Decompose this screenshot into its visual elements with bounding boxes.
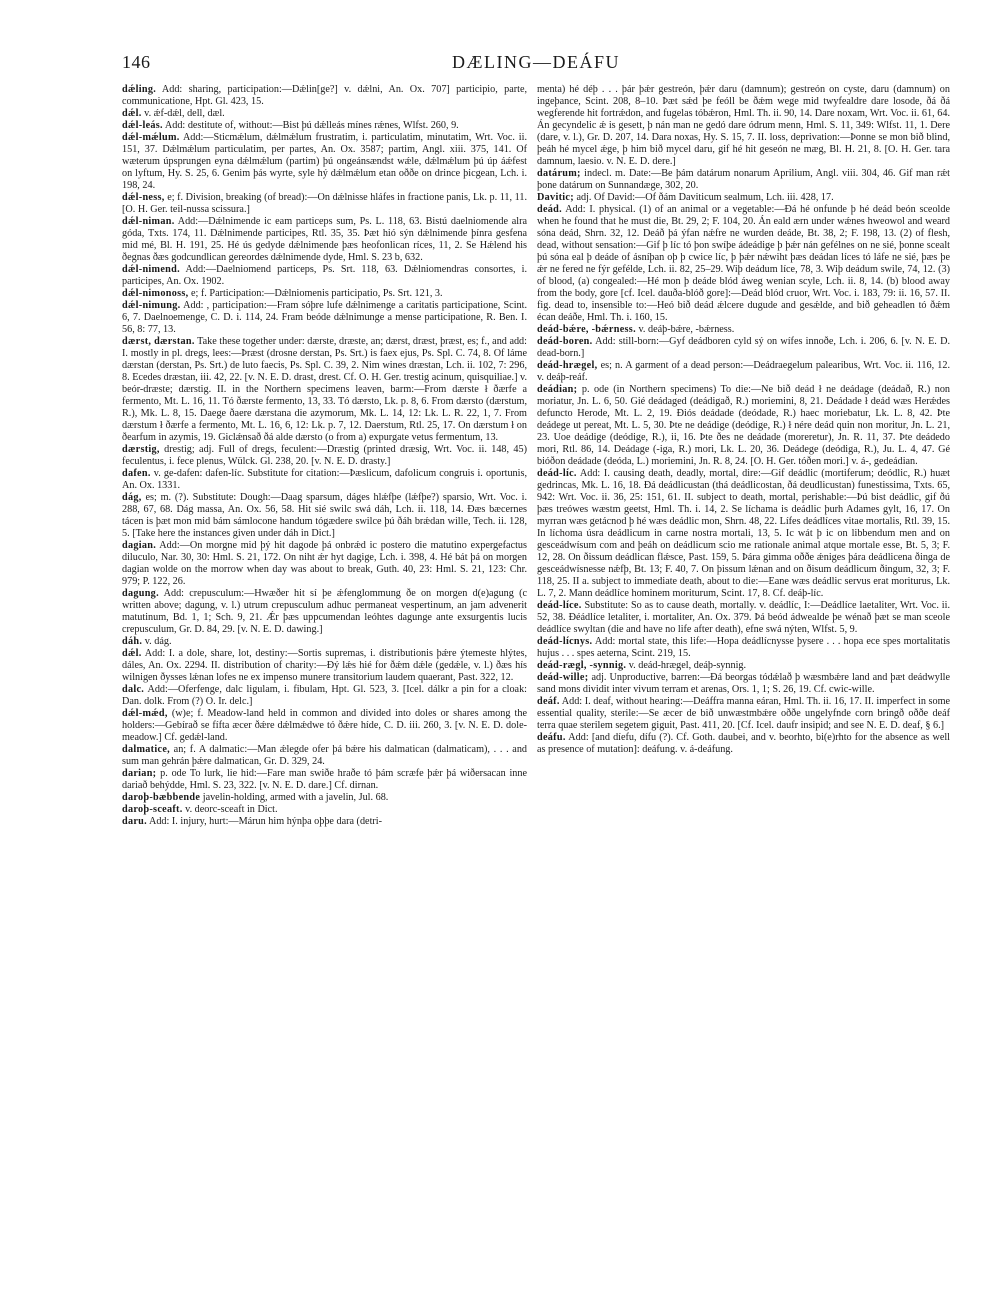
dictionary-entry	[122, 444, 527, 468]
entry-headword: deád-lícnys.	[537, 636, 593, 647]
entry-headword: deád-hrægel,	[537, 360, 598, 371]
dictionary-entry	[537, 384, 950, 468]
entry-text: menta) hé déþ . . . þár þǽr gestreón, þǽr daru (damnum); gestreón on cyste, daru (damnum) on ingeþance, Scint. 208, 8–10. Þæt sǽd þe feóll be ðǽm wege mid twyfealdre dare losode, ðá ðá wegferende hit fortrǽdon, and fugelas tóbǽron, Hml. Th. ii. 90, 14. Dare noxam, Wrt. Voc. ii. 61, 64. Án gecyndelic ǽ is gesett, þ nán man ne gedó dare ódrum menn, Hml. S. 11, 349: Wlfst. 11, 1. Dere (dare, v. l.), Gr. D. 207, 14. Dara noxas, Hy. S. 15, 7. II. loss, deprivation:—Þonne se mon bið blind, þeáh hé mycel ǽge, þ him bið mycel daru, gif hé hit geseón ne mæg, Bl. H. 21, 8. [O. H. Ger. tara damnum, laesio. v. N. E. D. dere.]	[537, 84, 950, 167]
entry-headword: dærst, dærstan.	[122, 336, 195, 347]
entry-text: v. deád-hrægel, deáþ-synnig.	[628, 660, 747, 671]
dictionary-entry	[122, 264, 527, 288]
entry-text: Add: I. deaf, without hearing:—Deáffra manna eáran, Hml. Th. ii. 16, 17. II. imperfect in some essential quality, sterile:—Se æcer de bið unwæstmbǽre oððe ungelyfnde corn bringð oððe deáf terra quae sterilem segetem giguit, Past. 411, 20. [Cf. Icel. daufr insipid; and see N. E. D. deaf, § 6.]	[537, 696, 951, 731]
entry-text: v. dág.	[144, 636, 172, 647]
entry-text: adj. Of David:—Of ðám Daviticum sealmum, Lch. iii. 428, 17.	[576, 192, 834, 203]
dictionary-entry	[122, 492, 527, 540]
entry-headword: Davitic;	[537, 192, 574, 203]
entry-headword: dǽl-nimung.	[122, 300, 181, 311]
dictionary-entry	[122, 468, 527, 492]
entry-headword: daru.	[122, 816, 147, 827]
entry-headword: deád-wille;	[537, 672, 589, 683]
dictionary-entry	[122, 216, 527, 264]
dictionary-entry	[537, 204, 950, 324]
entry-headword: dǽl-leás.	[122, 120, 163, 131]
entry-text: v. ge-dafen: dafen-líc. Substitute for citation:—Þæslicum, dafolicum congruis i. oportunis, An. Ox. 1331.	[122, 468, 527, 491]
entry-headword: deád-bǽre, -bǽrness.	[537, 324, 636, 335]
entry-text: javelin-holding, armed with a javelin, Jul. 68.	[202, 792, 389, 803]
dictionary-entry	[122, 792, 527, 804]
entry-text: Add: sharing, participation:—Dǽlin[ge?] v. dǽlni, An. Ox. 707] participio, parte, communicatione, Hpt. Gl. 423, 15.	[122, 84, 528, 107]
entry-headword: dǽl-nimend.	[122, 264, 180, 275]
entry-text: indecl. m. Date:—Be þám datárum nonarum Aprilium, Angl. viii. 304, 46. Gif man rǽt þone datárum on Sunnandæge, 302, 20.	[537, 168, 951, 191]
columns	[122, 84, 950, 828]
entry-headword: deád-rægl, -synnig.	[537, 660, 627, 671]
entry-text: v. deorc-sceaft in Dict.	[185, 804, 278, 815]
entry-text: an; f. A dalmatic:—Man ǽlegde ofer þá bǽre his dalmatican (dalmaticam), . . . and sum man gehrán þǽre dalmatican, Gr. D. 329, 24.	[122, 744, 528, 767]
entry-text: v. deáþ-bǽre, -bǽrness.	[638, 324, 735, 335]
left-column	[122, 84, 527, 828]
entry-text: Add: crepusculum:—Hwæðer hit sí þe ǽfenglommung ðe on morgen d(e)agung (c written above; dagung, v. l.) utrum crepusculum adhuc permaneat vespertinum, an jam advenerit matutinum, Bd. 1, 1; Sch. 9, 21. Ǽr þæs uppcumendan leóhtes dagunge ante exsurgentis lucis crepusculum, Gr. D. 84, 29. [v. N. E. D. dawing.]	[122, 588, 528, 635]
entry-headword: dǽl-ness,	[122, 192, 165, 203]
dictionary-entry	[537, 168, 950, 192]
dictionary-entry	[122, 588, 527, 636]
entry-headword: deáfu.	[537, 732, 566, 743]
entry-text: Add: , participation:—Fram sóþre lufe dǽlnimenge a caritatis participatione, Scint. 6, 7. Daelnoemenge, C. D. i. 114, 24. Fram beóde dǽlnimunge a mense participatione, R. Ben. I. 56, 8: 77, 13.	[122, 300, 527, 335]
dictionary-entry	[122, 300, 527, 336]
dictionary-entry	[122, 84, 527, 108]
entry-text: Add: I. causing death, deadly, mortal, dire:—Gif deádlic (mortiferum; deódlic, R.) huæt gedrincas, Mk. L. 16, 18. Ðá deádlicustan (thá deádlicostan, ðá deudlicustan) funestissima, Txts. 65, 942: Wrt. Voc. ii. 36, 25: 151, 61. II. subject to death, mortal, perishable:—Þú bist deádlic, gif ðú þæs treówes wæstm geetst, Hml. Th. i. 14, 2. Se líchama is deádlic þurh Adames gylt, 16, 17. On myrran wæs getácnod þ hé wæs deádlic mon, Shrn. 48, 22. Lífes deádlíces vitae mortalis, Rtl. 39, 15. In líchoma úsra deádlicum in carne nostra mortali, 13, 5. Ic wát þ ic on libbendum men and on gesceádwísum com and þeáh on deádlicum scio me rationale animal atque mortale esse, Bt. 5, 3; F. 12, 28. On ðissum deádlican flǽsce, Past. 159, 5. Þára gimma oððe ǽniges þára deádlicena ðinga de gesceádwísnesse nǽfþ, Bt. 13; F. 40, 7. On þissum lǽnan and on ðisum deádlicum ðingum, 32, 3; F. 118, 25. II a. subject to immediate death, about to die:—Eane wæs deádlic servus erat moriturus, Lk. L. 7, 2. Mann deádlíce hominem moriturum, Scint. 17, 8. Cf. deáþ-líc.	[537, 468, 950, 599]
dictionary-entry	[537, 660, 950, 672]
entry-headword: dafen.	[122, 468, 151, 479]
entry-headword: dǽling.	[122, 84, 157, 95]
entry-headword: dáh.	[122, 636, 143, 647]
entry-text: adj. Unproductive, barren:—Ðá beorgas tódǽlað þ wæsmbǽre land and þæt deádwylle sand mons dividit inter vivum terram et arenas, Ors. 1, 1; S. 26, 19. Cf. cwic-wille.	[537, 672, 951, 695]
entry-headword: deádian;	[537, 384, 578, 395]
entry-text: es; n. A garment of a dead person:—Deádraegelum palearibus, Wrt. Voc. ii. 116, 12. v. deáþ-reáf.	[537, 360, 950, 383]
dictionary-entry	[537, 84, 950, 168]
entry-text: drestig; adj. Full of dregs, feculent:—Dræstig (printed dræsig, Wrt. Voc. ii. 148, 45) feculentus, i. fece plenus, Wülck. Gl. 238, 20. [v. N. E. D. drasty.]	[122, 444, 527, 467]
dictionary-entry	[122, 648, 527, 684]
dictionary-entry	[537, 732, 950, 756]
entry-text: Add: I. a dole, share, lot, destiny:—Sortis supremas, i. distributionis þǽre ýtemeste hlýtes, dáles, An. Ox. 2294. II. distribution of charity:—Ðý lǽs hié for ðǽm dǽle (gedǽle, v. l.) ðæs hís wilnigen ðysses lǽnan lofes ne ex impenso munere transitorium laudem quaerant, Past. 322, 12.	[122, 648, 528, 683]
entry-headword: deád-líce.	[537, 600, 582, 611]
entry-text: Add: still-born:—Gyf deádboren cyld sý on wífes innoðe, Lch. i. 206, 6. [v. N. E. D. dead-born.]	[537, 336, 950, 359]
dictionary-entry	[122, 816, 527, 828]
entry-text: e; f. Participation:—Dǽlniomenis participatio, Ps. Srt. 121, 3.	[191, 288, 443, 299]
dictionary-entry	[537, 192, 950, 204]
dictionary-entry	[122, 684, 527, 708]
dictionary-entry	[122, 336, 527, 444]
dictionary-entry	[122, 132, 527, 192]
right-column	[537, 84, 950, 828]
entry-text: Substitute: So as to cause death, mortally. v. deádlíc, I:—Deádlíce laetaliter, Wrt. Voc. ii. 52, 38. Ðéádlíce letaliter, i. mortaliter, An. Ox. 379. Þá beód ádwealde þe wénað þæt se man sceole deádlíce swyltan (die and have no life after death), efne swá nýten, Wlfst. 5, 9.	[537, 600, 950, 635]
entry-headword: dǽl-mǽlum.	[122, 132, 180, 143]
entry-text: (w)e; f. Meadow-land held in common and divided into doles or shares among the holders:—Gebírað se fífta æcer ðǽre dǽlmǽdwe tó ðǽre híde, C. D. iii. 260, 3. [v. N. E. D. dole-meadow.] Cf. gedǽl-land.	[122, 708, 527, 743]
dictionary-entry	[122, 120, 527, 132]
dictionary-entry	[122, 540, 527, 588]
entry-text: Add: [and díefu, dífu (?). Cf. Goth. daubei, and v. beorhto, bi(e)rhto for the absence as well as presence of mutation]: deáfung. v. á-deáfung.	[537, 732, 951, 755]
dictionary-entry	[537, 324, 950, 336]
entry-text: Add:—Sticmǽlum, dǽlmǽlum frustratim, i. particulatim, minutatim, Wrt. Voc. ii. 151, 37. Dǽlmǽlum particulatim, per partes, An. Ox. 3587; partim, Angl. xiii. 375, 141. Of wæterum úpsprungen eyna dǽlmǽlum (partim) þú ongeánsændst wǽle, dǽlmǽlum þú úp áǽfest on lyftum, Hy. S. 25, 6. Genim þás wyrte, syle hý dǽlmǽlum etan oððe on drince þicgean, Lch. i. 198, 24.	[122, 132, 528, 191]
entry-headword: deáf.	[537, 696, 560, 707]
entry-text: Add:—Oferfenge, dalc ligulam, i. fibulam, Hpt. Gl. 523, 3. [Icel. dálkr a pin for a cloak: Dan. dolk. From (?) O. Ir. delc.]	[122, 684, 527, 707]
entry-text: Add: I. physical. (1) of an animal or a vegetable:—Ðá hé onfunde þ hé deád beón sceolde when he found that he must die, Bt. 29, 2; F. 104, 20. Án eald ærn under wǽnes hweowol and weard sóna deád, Shrn. 32, 12. Deáð þá ýfan nǽfre ne wurden deáde, Bt. 38, 2; F. 198, 13. (2) of flesh, dead, without sensation:—Gif þ líc tó þon swíþe ádeádige þ þǽr nán gefélnes on ne sié, þonne scealt þú sóna eal þ deáde of ásníþan oþ þ cwice líc, þ þǽr nǽwiht þæs deádan líces tó láfe ne sié, þæs þe ǽr ne fered ne fýr gefélde, Lch. ii. 82, 25–29. Wiþ deádum líce, 78, 3. Wiþ deádum swile, 74, 12. (3) of blood, (a) congealed:—Hé mon þ deáde blód áweg wenian scyle, Lch. ii. 8, 14. (b) blood away from the body, gore [cf. Icel. dauða-blóð gore]:—Deád blód cruor, Wrt. Voc. i. 183, 79: ii. 16, 57. II. fig. dead to, insensible to:—Heó bið deád ǽlcere dugude and gesǽlde, and bið geheadlen tó ðǽm écan deáðe, Hml. Th. i. 160, 15.	[537, 204, 950, 323]
entry-text: p. ode (in Northern specimens) To die:—Ne bið deád ł ne deádage (deádað, R.) non moriatur, Jn. L. 6, 50. Gié deádaged (deádigað, R.) moriemini, 8, 21. Deádade ł deád wæs Herǽdes defuncto Herode, Mt. L. 2, 19. Ðiós deádade (deódade, R.) haec moriebatur, Lk. L. 8, 42. Þte deádege ut pereat, Mt. L. 5, 30. Þte ne deádige (deódige, R.) ł nére deád quin non moritur, Jn. L. 21, 23. Uoe deádige (deódige, R.), ii, 16. Þte ðes ne deádade (moreretur), Jn. R. 11, 37. Þte deádedo mori, Rtl. 86, 14. Deádage (-iga, R.) mori, Lk. L. 20, 36. Deádege (deódiga, R.), Ju. L. 4, 47. Gé bióðon deádade (deóda, L.) moriemini, Jn. R. 8, 24. [O. H. Ger. tóðen mori.] v. á-, gedeádian.	[537, 384, 951, 467]
dictionary-entry	[537, 468, 950, 600]
dictionary-entry	[537, 600, 950, 636]
entry-headword: dǽl-nimonoss,	[122, 288, 189, 299]
dictionary-entry	[122, 636, 527, 648]
entry-headword: dǽl.	[122, 108, 142, 119]
entry-text: v. ǽf-dǽl, dell, dæl.	[144, 108, 225, 119]
entry-headword: darian;	[122, 768, 157, 779]
entry-headword: deád-boren.	[537, 336, 593, 347]
entry-headword: dág,	[122, 492, 142, 503]
entry-headword: daroþ-bæbbende	[122, 792, 201, 803]
dictionary-entry	[537, 696, 950, 732]
dictionary-entry	[122, 288, 527, 300]
entry-text: Add:—On morgne mid þý hit dagode þá onbrǽd ic postero die matutino expergefactus diluculo, Nar. 30, 30: Hml. S. 21, 172. On niht ǽr hyt dagige, Lch. i. 398, 4. Hé bát þá on morgen dagian wolde on the morrow when day was about to break, Guth. 40, 23: Hml. S. 21, 123: Chr. 979; P. 122, 26.	[122, 540, 527, 587]
dictionary-entry	[537, 636, 950, 660]
entry-text: Add: mortal state, this life:—Hopa deádlícnysse þysere . . . hopa ece spes mortalitatis hujus . . . spes aeterna, Scint. 219, 15.	[537, 636, 951, 659]
entry-text: Take these together under: dærste, dræste, an; dærst, dræst, þræst, es; f., and add: I. mostly in pl. dregs, lees:—Þræst (drosne derstan, Ps. Srt.) is faex ejus, Ps. Spl. C. 74, 8. Of láme dærstan (derstan, Ps. Srt.) de luto faecis, Ps. Spl. C. 39, 2. Nim wines dræstan, Lch. ii. 102, 7: 296, 8. Ecedes dræstan, iii. 42, 22. [v. N. E. D. drast, drest. Cf. O. H. Ger. trestig acinum, quisquiliae.] v. beór-dræste; dærstig. II. in the Northern specimens leaven, barm:—From dærste ł ðærfe a fermento, Mt. L. 16, 11. Tó ðærste fermento, 13, 33. Tó dærsto, Lk. p. 8, 6. From dærsto (dærstum, R.), Mk. L. 8, 15. Daege ðaere dærstana die azymorum, Mk. L. 14, 12: Lk. L. R. 22, 1, 7. From dærstum ł ðærfe a fermento, Mt. L. 16, 6, 12: Lk. p. 7, 12. Daerstum, Rtl. 25, 17. On dærstum ł on ðearfum in azymis, 19. Giclǽnsað ðá alde dærsto (o from a) expurgate vetus fermentum, 13.	[122, 336, 527, 443]
entry-headword: dagung.	[122, 588, 159, 599]
entry-headword: dǽl-mǽd,	[122, 708, 168, 719]
dictionary-entry	[122, 744, 527, 768]
entry-text: Add:—Dǽlnimende ic eam particeps sum, Ps. L. 118, 63. Bistú daelniomende alra góda, Txts. 174, 11. Dǽlnimende participes, Rtl. 35, 35. Þæt hió sýn dǽlnimende þínra gesfena mid mé, Bl. H. 191, 25. Hé ús gedyde dǽlnimende þæs heofonlican ríces, 11, 2. Se Hǽlend his ðegnas ðæs godcundlican gereordes dǽlnimende dyde, Hml. S. 23 b, 632.	[122, 216, 528, 263]
entry-text: p. ode To lurk, lie hid:—Fare man swiðe hraðe tó þám scræfe þǽr þá wiðersacan inne dariað behýdde, Hml. S. 23, 322. [v. N. E. D. dare.] Cf. dirnan.	[122, 768, 527, 791]
dictionary-entry	[122, 108, 527, 120]
dictionary-entry	[537, 672, 950, 696]
entry-headword: dǽl.	[122, 648, 142, 659]
entry-headword: dalmatice,	[122, 744, 170, 755]
entry-headword: daroþ-sceaft.	[122, 804, 183, 815]
entry-headword: deád.	[537, 204, 562, 215]
entry-text: Add:—Daelniomend particeps, Ps. Srt. 118, 63. Dǽlniomendras consortes, i. participes, An. Ox. 1902.	[122, 264, 528, 287]
dictionary-entry	[122, 192, 527, 216]
dictionary-entry	[122, 768, 527, 792]
entry-text: Add: I. injury, hurt:—Márun him hýnþa oþþe dara (detri-	[148, 816, 383, 827]
entry-headword: dǽl-niman.	[122, 216, 175, 227]
dictionary-entry	[537, 360, 950, 384]
dictionary-entry	[122, 708, 527, 744]
entry-headword: datárum;	[537, 168, 581, 179]
running-head: DÆLING—DEÁFU	[452, 52, 620, 72]
entry-headword: dagian.	[122, 540, 157, 551]
entry-headword: deád-líc.	[537, 468, 577, 479]
entry-text: es; m. (?). Substitute: Dough:—Daag sparsum, dáges hlǽfþe (lǽfþe?) sparsio, Wrt. Voc. i. 288, 67, 68. Dág massa, An. Ox. 56, 58. Hit sié swilc swá dáh, Lch. ii. 118, 14. Ðæs bæcernes tácen is þæt mon mid bám sámlocone handum tógædere swilce þú ðáh brǽdan wille, Tech. ii. 128, 5. [Take here the instances given under dáh in Dict.]	[122, 492, 527, 539]
entry-headword: dalc.	[122, 684, 145, 695]
entry-text: e; f. Division, breaking (of bread):—On dǽlnisse hláfes in fractione panis, Lk. p. 11, 11. [O. H. Ger. teil-nussa scissura.]	[122, 192, 527, 215]
page-number: 146	[122, 52, 151, 72]
dictionary-entry	[537, 336, 950, 360]
page-header	[122, 52, 950, 74]
entry-text: Add: destitute of, without:—Bist þú dǽlleás mínes rǽnes, Wlfst. 260, 9.	[164, 120, 459, 131]
dictionary-entry	[122, 804, 527, 816]
entry-headword: dærstig,	[122, 444, 160, 455]
